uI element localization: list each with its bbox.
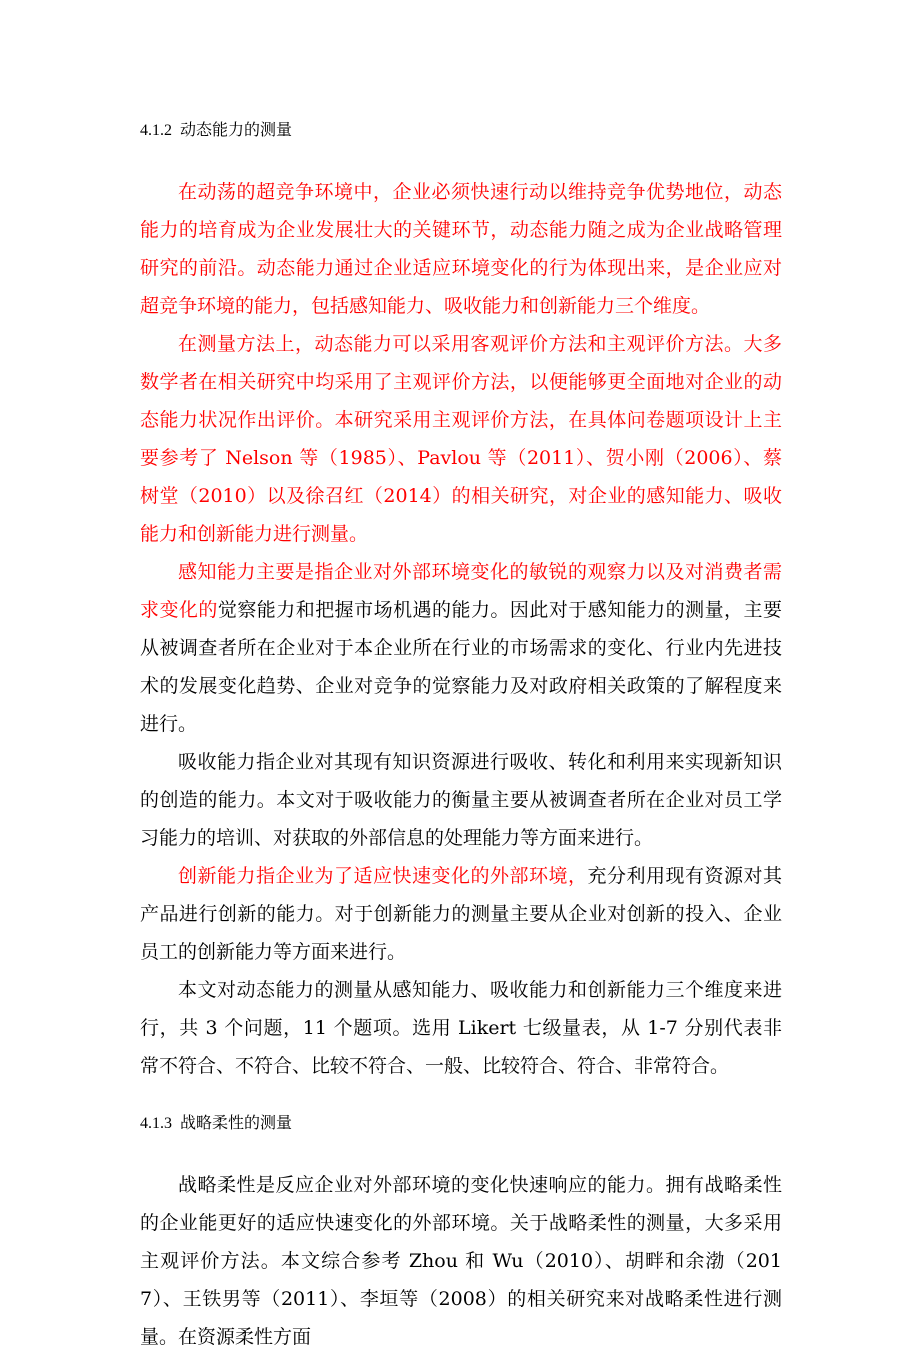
section-title: 动态能力的测量 [180,120,293,139]
paragraph-measurement-method: 在测量方法上，动态能力可以采用客观评价方法和主观评价方法。大多数学者在相关研究中均采用了主观评价方法，以便能够更全面地对企业的动态能力状况作出评价。本研究采用主观评价方法，在具体问卷题项设计上主要参考了 Nelson 等（1985）、Pavlou 等（2011）、贺小刚（2006）、蔡树堂（2010）以及徐召红（2014）的相关研究，对企业的感知能力、吸收能力和创新能力进行测量。 [140,333,782,545]
paragraph-dynamic-capability-intro: 在动荡的超竞争环境中，企业必须快速行动以维持竞争优势地位，动态能力的培育成为企业发展壮大的关键环节，动态能力随之成为企业战略管理研究的前沿。动态能力通过企业适应环境变化的行为体现出来，是企业应对超竞争环境的能力，包括感知能力、吸收能力和创新能力三个维度。 [140,181,782,317]
paragraph-innovation-ability [140,857,782,971]
plain-text: 觉察能力和把握市场机遇的能力。因此对于感知能力的测量，主要从被调查者所在企业对于本企业所在行业的市场需求的变化、行业内先进技术的发展变化趋势、企业对竞争的觉察能力及对政府相关政策的了解程度来进行。 [140,599,782,735]
paragraph-measurement-summary: 本文对动态能力的测量从感知能力、吸收能力和创新能力三个维度来进行，共 3 个问题，11 个题项。选用 Likert 七级量表，从 1-7 分别代表非常不符合、不符合、比较不符合、一般、比较符合、符合、非常符合。 [140,979,782,1077]
plain-text: 充分利用现有资源对其产品进行创新的能力。对于创新能力的测量主要从企业对创新的投入、企业员工的创新能力等方面来进行。 [140,865,782,963]
highlighted-text: 感知能力主要是指企业对外部环境变化的敏锐的观察力以及对消费者需求变化的 [140,561,782,621]
section-heading-4-1-2 [140,118,782,143]
section-title: 战略柔性的测量 [180,1113,293,1132]
document-page [140,96,782,1356]
paragraph-perception-ability [140,553,782,743]
highlighted-text: 创新能力指企业为了适应快速变化的外部环境， [178,865,588,887]
section-heading-4-1-3 [140,1111,782,1136]
paragraph-strategic-flexibility: 战略柔性是反应企业对外部环境的变化快速响应的能力。拥有战略柔性的企业能更好的适应快速变化的外部环境。关于战略柔性的测量，大多采用主观评价方法。本文综合参考 Zhou 和 Wu（2010）、胡畔和余渤（2017）、王铁男等（2011）、李垣等（2008）的相关研究来对战略柔性进行测量。在资源柔性方面 [140,1174,782,1348]
paragraph-absorption-ability: 吸收能力指企业对其现有知识资源进行吸收、转化和利用来实现新知识的创造的能力。本文对于吸收能力的衡量主要从被调查者所在企业对员工学习能力的培训、对获取的外部信息的处理能力等方面来进行。 [140,751,782,849]
section-number: 4.1.3 [140,1115,172,1132]
section-number: 4.1.2 [140,122,172,139]
